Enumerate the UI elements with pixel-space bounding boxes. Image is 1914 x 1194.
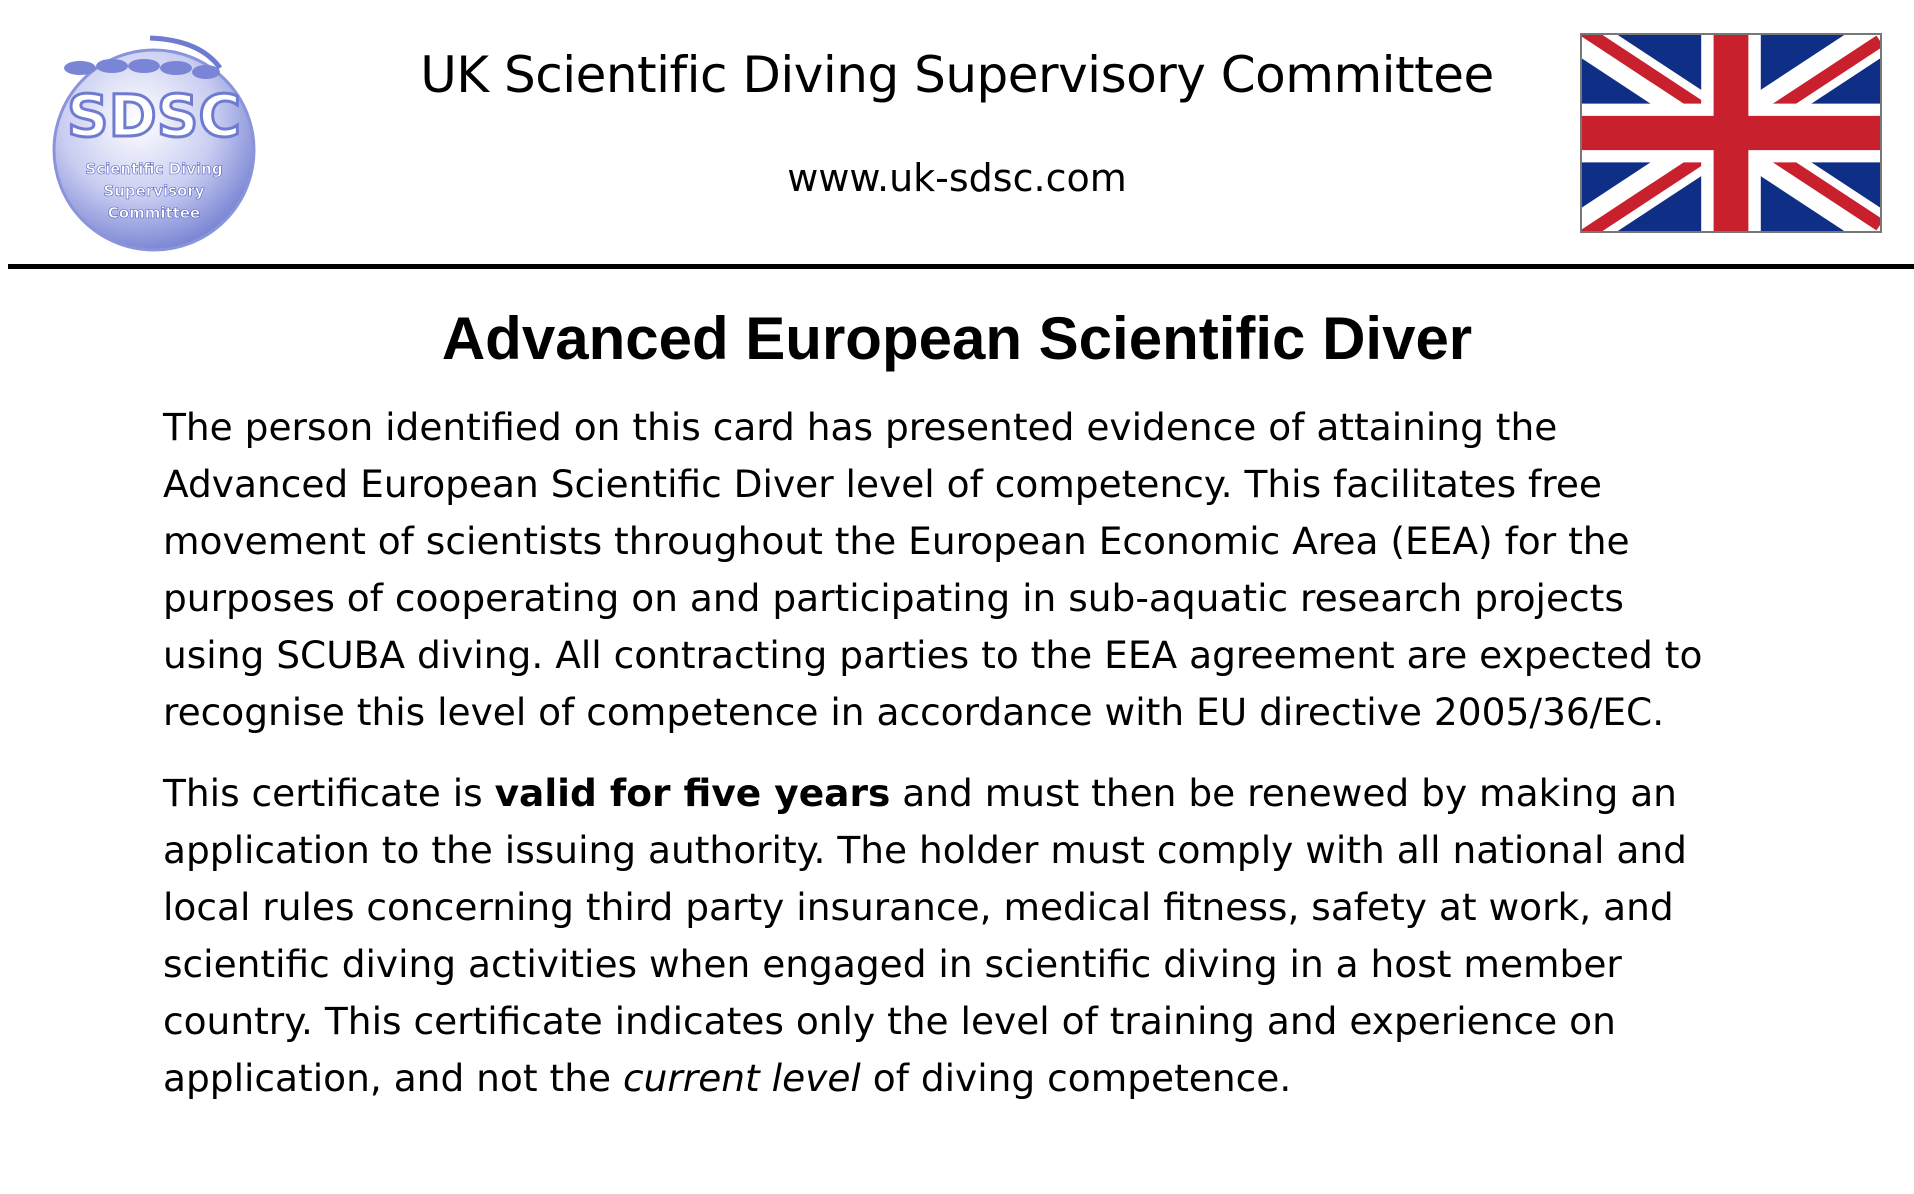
header-divider [8,264,1914,269]
certificate-header [0,0,1914,268]
validity-text: and must then be renewed by making an [890,771,1677,815]
sdsc-logo-line-2: Supervisory [103,182,205,200]
paragraph-line: The person identified on this card has presented evidence of attaining the [163,405,1558,449]
paragraph-line: Advanced European Scientific Diver level of competency. This facilitates free [163,462,1602,506]
organization-name: UK Scientific Diving Supervisory Committee [420,46,1494,104]
union-jack-flag-icon [1580,33,1882,233]
sdsc-logo-acronym: SDSC [66,82,242,150]
competency-paragraph [163,399,1763,741]
sdsc-logo-icon [50,28,265,258]
paragraph-line: country. This certificate indicates only the level of training and experience on [163,999,1616,1043]
competence-text: of diving competence. [860,1056,1292,1100]
validity-emphasis: valid for five years [494,771,891,815]
paragraph-line: movement of scientists throughout the European Economic Area (EEA) for the [163,519,1630,563]
paragraph-line: scientific diving activities when engaged in scientific diving in a host member [163,942,1622,986]
sdsc-logo-line-3: Committee [107,204,201,222]
website-url: www.uk-sdsc.com [787,156,1127,200]
certificate-title: Advanced European Scientific Diver [441,305,1473,372]
paragraph-line [163,765,1763,822]
paragraph-line: application to the issuing authority. The holder must comply with all national and [163,828,1687,872]
validity-text: This certificate is [163,771,495,815]
validity-paragraph [163,765,1763,1107]
paragraph-line: local rules concerning third party insurance, medical fitness, safety at work, and [163,885,1674,929]
paragraph-line: recognise this level of competence in accordance with EU directive 2005/36/EC. [163,690,1665,734]
paragraph-line: purposes of cooperating on and participating in sub-aquatic research projects [163,576,1624,620]
paragraph-line: using SCUBA diving. All contracting parties to the EEA agreement are expected to [163,633,1703,677]
competence-text: application, and not the [163,1056,623,1100]
sdsc-logo-line-1: Scientific Diving [85,160,223,178]
paragraph-line [163,1050,1763,1107]
current-level-emphasis: current level [622,1056,861,1100]
